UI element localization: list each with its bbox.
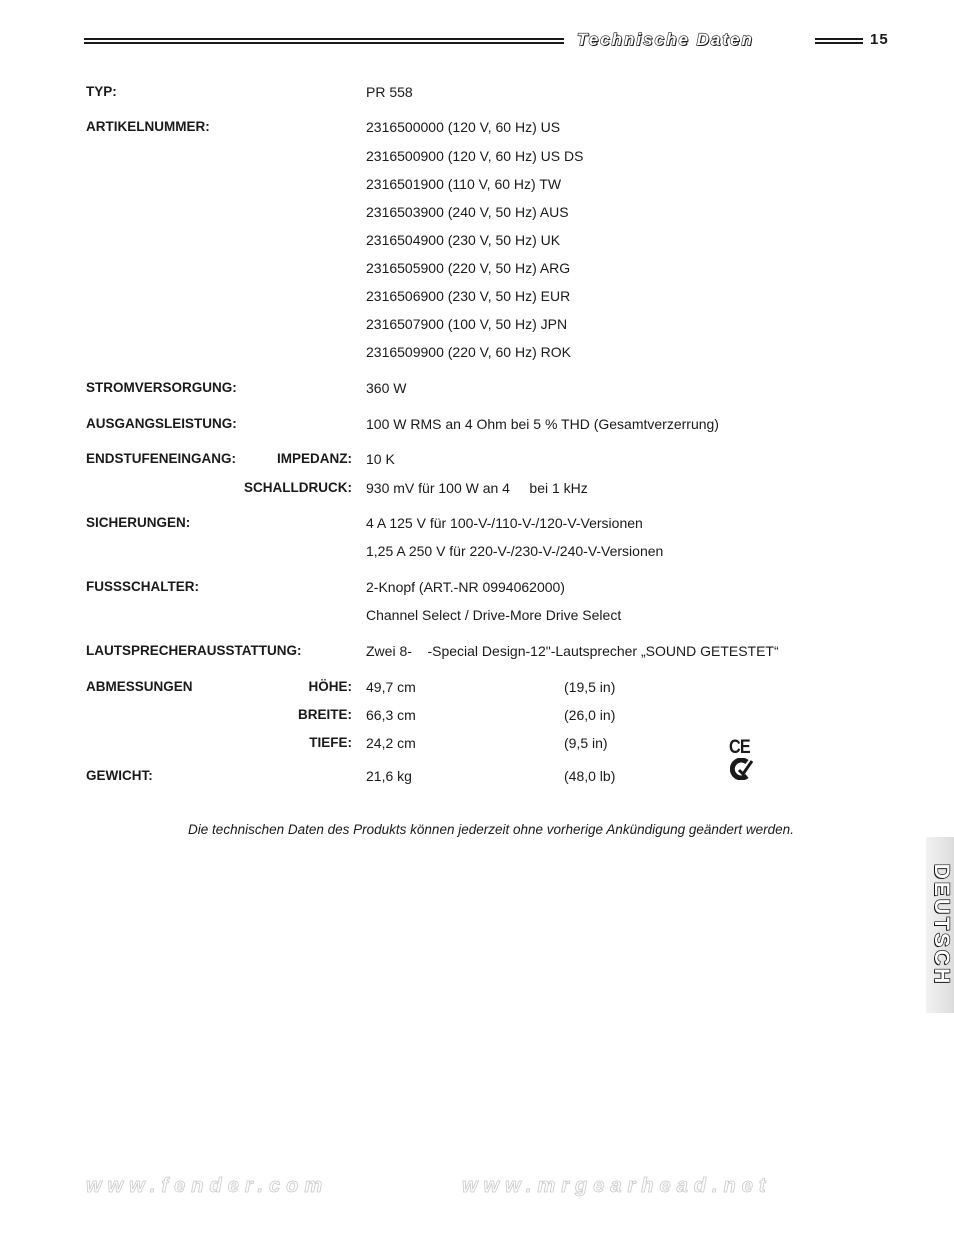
- endstufeneingang-label: ENDSTUFENEINGANG:: [86, 451, 237, 466]
- artikelnummer-value: 2316509900 (220 V, 60 Hz) ROK: [366, 344, 571, 360]
- stromversorgung-label: STROMVERSORGUNG:: [86, 380, 237, 395]
- tiefe-label: TIEFE:: [309, 735, 352, 750]
- breite-imperial: (26,0 in): [564, 707, 616, 723]
- artikelnummer-value: 2316500000 (120 V, 60 Hz) US: [366, 119, 561, 135]
- hoehe-metric: 49,7 cm: [366, 679, 416, 695]
- artikelnummer-value: 2316500900 (120 V, 60 Hz) US DS: [366, 148, 584, 164]
- gewicht-metric: 21,6 kg: [366, 768, 412, 784]
- impedanz-label: IMPEDANZ:: [277, 451, 352, 466]
- ausgangsleistung-label: AUSGANGSLEISTUNG:: [86, 416, 237, 431]
- gewicht-imperial: (48,0 lb): [564, 768, 616, 784]
- typ-label: TYP:: [86, 84, 117, 99]
- c-tick-icon: [730, 758, 754, 780]
- sicherungen-value: 1,25 A 250 V für 220-V-/230-V-/240-V-Versionen: [366, 543, 664, 559]
- schalldruck-value: 930 mV für 100 W an 4 bei 1 kHz: [366, 480, 588, 496]
- artikelnummer-value: 2316501900 (110 V, 60 Hz) TW: [366, 176, 562, 192]
- artikelnummer-value: 2316503900 (240 V, 50 Hz) AUS: [366, 204, 569, 220]
- ausgangsleistung-value: 100 W RMS an 4 Ohm bei 5 % THD (Gesamtverzerrung): [366, 416, 719, 432]
- artikelnummer-value: 2316505900 (220 V, 50 Hz) ARG: [366, 260, 571, 276]
- header-title: Technische Daten: [577, 30, 754, 49]
- header-rule-right: [815, 38, 863, 40]
- abmessungen-label: ABMESSUNGEN: [86, 679, 193, 694]
- fussschalter-value: 2-Knopf (ART.-NR 0994062000): [366, 579, 565, 595]
- artikelnummer-value: 2316507900 (100 V, 50 Hz) JPN: [366, 316, 568, 332]
- typ-value: PR 558: [366, 84, 413, 100]
- stromversorgung-value: 360 W: [366, 380, 407, 396]
- breite-metric: 66,3 cm: [366, 707, 416, 723]
- page-number: 15: [870, 31, 889, 48]
- tiefe-imperial: (9,5 in): [564, 735, 608, 751]
- language-tab-label: DEUTSCH: [930, 863, 953, 987]
- tiefe-metric: 24,2 cm: [366, 735, 416, 751]
- gewicht-label: GEWICHT:: [86, 768, 153, 783]
- footer-url-mrgearhead: www.mrgearhead.net: [462, 1175, 772, 1197]
- lautsprecher-value: Zwei 8- -Special Design-12"-Lautsprecher „SOUND GETESTET“: [366, 643, 779, 659]
- impedanz-value: 10 K: [366, 451, 395, 467]
- artikelnummer-label: ARTIKELNUMMER:: [86, 119, 210, 134]
- artikelnummer-value: 2316506900 (230 V, 50 Hz) EUR: [366, 288, 571, 304]
- breite-label: BREITE:: [298, 707, 352, 722]
- ce-mark: CE: [729, 737, 750, 758]
- disclaimer-note: Die technischen Daten des Produkts können jederzeit ohne vorherige Ankündigung geändert werden.: [188, 822, 794, 837]
- fussschalter-value: Channel Select / Drive-More Drive Select: [366, 607, 622, 623]
- hoehe-imperial: (19,5 in): [564, 679, 616, 695]
- hoehe-label: HÖHE:: [308, 679, 352, 694]
- sicherungen-value: 4 A 125 V für 100-V-/110-V-/120-V-Versionen: [366, 515, 643, 531]
- lautsprecher-label: LAUTSPRECHERAUSSTATTUNG:: [86, 643, 302, 658]
- fussschalter-label: FUSSSCHALTER:: [86, 579, 199, 594]
- footer-url-fender: www.fender.com: [86, 1175, 329, 1197]
- artikelnummer-value: 2316504900 (230 V, 50 Hz) UK: [366, 232, 561, 248]
- schalldruck-label: SCHALLDRUCK:: [244, 480, 352, 495]
- sicherungen-label: SICHERUNGEN:: [86, 515, 191, 530]
- header-rule-left: [84, 38, 564, 40]
